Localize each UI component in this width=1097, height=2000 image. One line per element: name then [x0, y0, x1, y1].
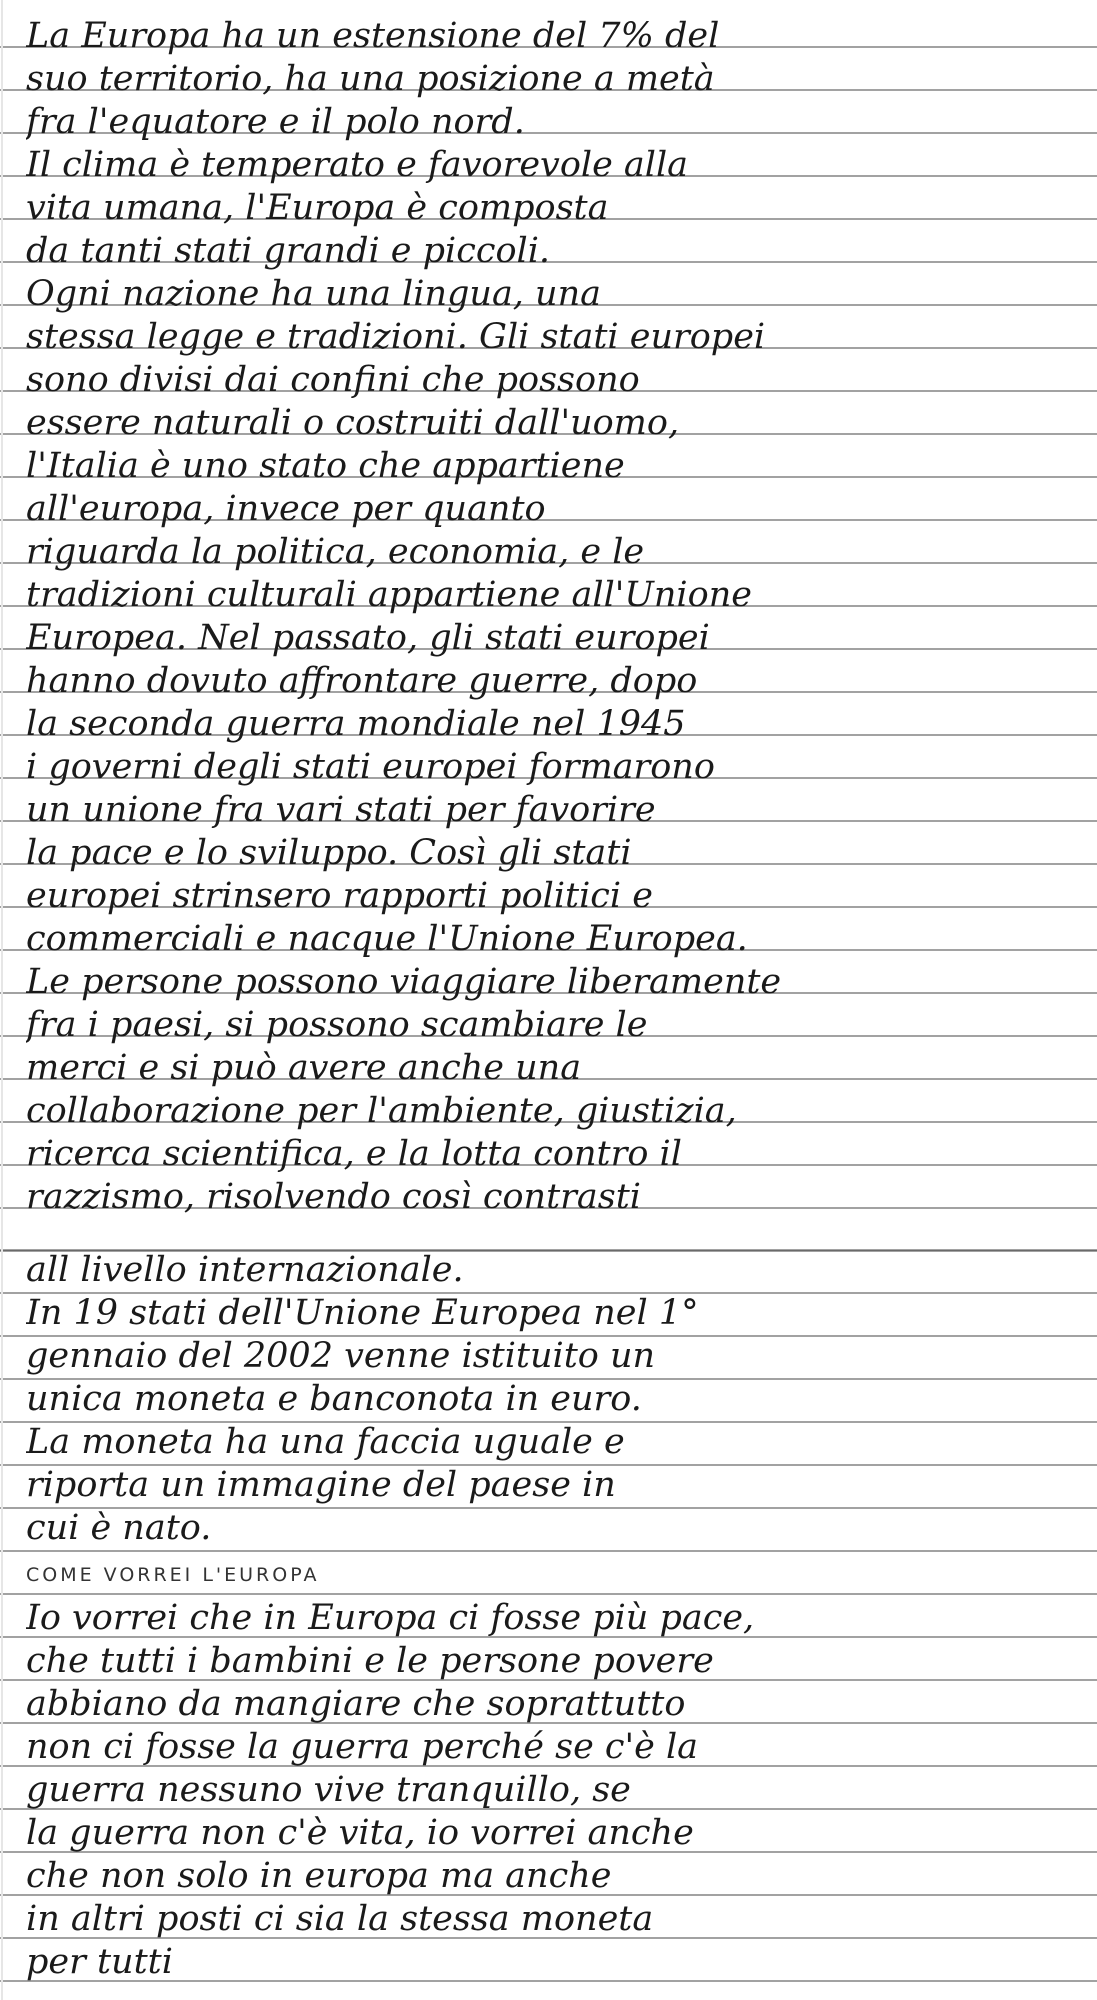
text-line: essere naturali o costruiti dall'uomo,: [26, 403, 680, 443]
text-line: in altri posti ci sia la stessa moneta: [26, 1899, 654, 1939]
text-line: per tutti: [26, 1942, 173, 1982]
text-line: gennaio del 2002 venne istituito un: [26, 1336, 656, 1376]
text-line: commerciali e nacque l'Unione Europea.: [26, 919, 748, 959]
text-line: all livello internazionale.: [26, 1250, 464, 1290]
text-line: la guerra non c'è vita, io vorrei anche: [26, 1813, 694, 1853]
text-line: che non solo in europa ma anche: [26, 1856, 612, 1896]
text-line: che tutti i bambini e le persone povere: [26, 1641, 714, 1681]
text-line: l'Italia è uno stato che appartiene: [26, 446, 625, 486]
text-line: guerra nessuno vive tranquillo, se: [26, 1770, 631, 1810]
text-line: collaborazione per l'ambiente, giustizia,: [26, 1091, 737, 1131]
text-line: riporta un immagine del paese in: [26, 1465, 616, 1505]
text-line: unica moneta e banconota in euro.: [26, 1379, 642, 1419]
text-line: stessa legge e tradizioni. Gli stati europei: [26, 317, 766, 357]
text-line: abbiano da mangiare che soprattutto: [26, 1684, 686, 1724]
text-line: europei strinsero rapporti politici e: [26, 876, 653, 916]
text-line: cui è nato.: [26, 1508, 212, 1548]
text-line: Ogni nazione ha una lingua, una: [26, 274, 602, 314]
text-line: la seconda guerra mondiale nel 1945: [26, 704, 686, 744]
text-line: tradizioni culturali appartiene all'Unione: [26, 575, 752, 615]
text-line: vita umana, l'Europa è composta: [26, 188, 609, 228]
text-line: ricerca scientifica, e la lotta contro il: [26, 1134, 682, 1174]
text-line: riguarda la politica, economia, e le: [26, 532, 645, 572]
text-line: suo territorio, ha una posizione a metà: [26, 59, 715, 99]
text-line: La moneta ha una faccia uguale e: [26, 1422, 625, 1462]
text-line: un unione fra vari stati per favorire: [26, 790, 656, 830]
text-line: In 19 stati dell'Unione Europea nel 1°: [26, 1293, 699, 1333]
text-line: all'europa, invece per quanto: [26, 489, 546, 529]
text-line: fra i paesi, si possono scambiare le: [26, 1005, 648, 1045]
text-line: Il clima è temperato e favorevole alla: [26, 145, 689, 185]
text-line: da tanti stati grandi e piccoli.: [26, 231, 551, 271]
section-heading: COME VORREI L'EUROPA: [26, 1564, 320, 1586]
text-line: fra l'equatore e il polo nord.: [26, 102, 525, 142]
text-line: merci e si può avere anche una: [26, 1048, 582, 1088]
text-line: razzismo, risolvendo così contrasti: [26, 1177, 641, 1217]
text-line: Le persone possono viaggiare liberamente: [26, 962, 782, 1002]
text-line: sono divisi dai confini che possono: [26, 360, 640, 400]
text-line: la pace e lo sviluppo. Così gli stati: [26, 833, 632, 873]
text-line: Europea. Nel passato, gli stati europei: [26, 618, 710, 658]
text-line: hanno dovuto affrontare guerre, dopo: [26, 661, 698, 701]
text-line: La Europa ha un estensione del 7% del: [26, 16, 720, 56]
text-line: i governi degli stati europei formarono: [26, 747, 715, 787]
text-line: Io vorrei che in Europa ci fosse più pace,: [26, 1598, 755, 1638]
text-line: non ci fosse la guerra perché se c'è la: [26, 1727, 699, 1767]
